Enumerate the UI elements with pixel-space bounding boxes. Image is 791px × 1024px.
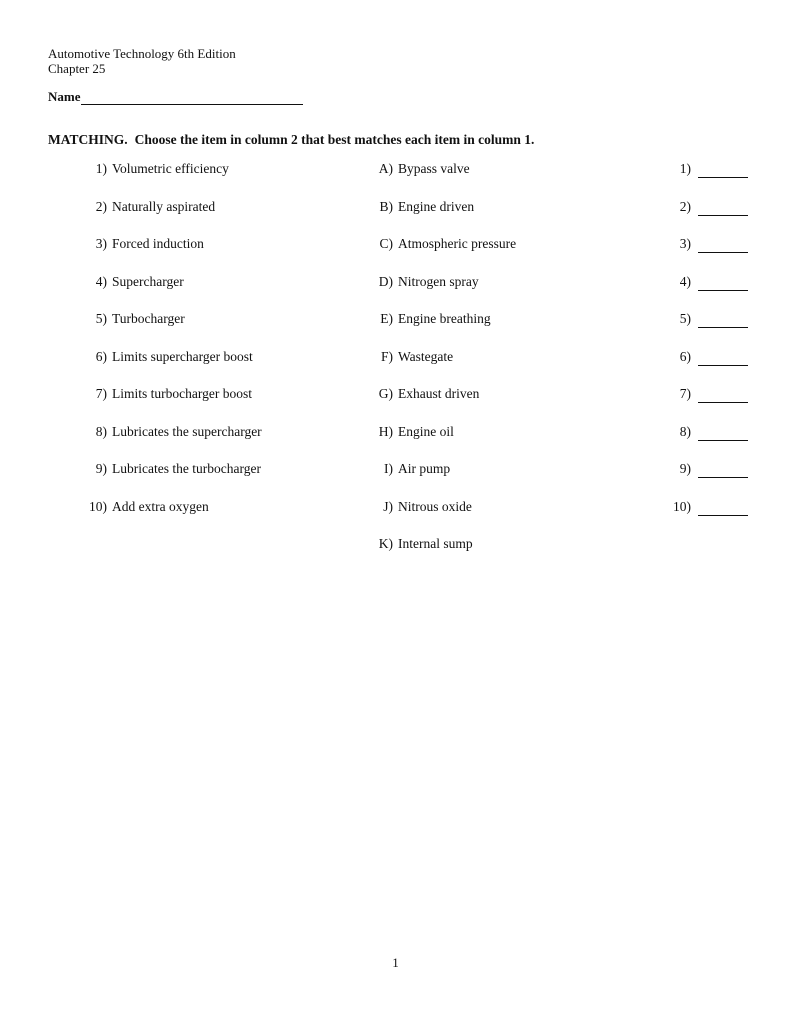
answer-blank[interactable] (698, 387, 748, 403)
item-term: Lubricates the turbocharger (112, 461, 261, 476)
answer-blank[interactable] (698, 425, 748, 441)
choice-letter: E) (380, 311, 393, 326)
answer-blank[interactable] (698, 162, 748, 178)
item-term: Lubricates the supercharger (112, 423, 262, 439)
choice-text: Engine breathing (398, 311, 491, 326)
name-blank[interactable] (81, 90, 303, 105)
book-title: Automotive Technology 6th Edition (48, 46, 236, 61)
answer-number: 4) (679, 273, 691, 289)
page-number: 1 (392, 955, 399, 970)
matching-row (0, 461, 791, 481)
answer-number: 1) (679, 161, 691, 176)
answer-blank[interactable] (698, 462, 748, 478)
choice-text: Nitrous oxide (398, 498, 472, 514)
answer-number: 6) (679, 348, 691, 364)
item-number: 9) (95, 461, 107, 476)
answer-number: 10) (673, 498, 691, 514)
item-term: Forced induction (112, 236, 204, 251)
choice-text: Wastegate (398, 348, 454, 364)
instructions-text: Choose the item in column 2 that best matches each item in column 1. (134, 132, 535, 147)
answer-blank[interactable] (698, 200, 748, 216)
choice-text: Bypass valve (398, 161, 470, 176)
item-number: 1) (95, 161, 107, 176)
choice-text: Engine oil (398, 423, 454, 439)
choice-letter: K) (378, 536, 393, 551)
item-term: Naturally aspirated (112, 198, 216, 214)
matching-row (0, 536, 791, 556)
choice-letter: C) (379, 236, 393, 251)
matching-row (0, 349, 791, 369)
answer-number: 3) (679, 236, 691, 251)
matching-row (0, 499, 791, 519)
answer-number: 7) (679, 386, 691, 401)
item-number: 3) (95, 236, 107, 251)
choice-text: Air pump (398, 461, 451, 476)
matching-row (0, 311, 791, 331)
item-term: Supercharger (112, 273, 184, 289)
section-label: MATCHING. (48, 132, 128, 147)
item-number: 2) (95, 198, 107, 214)
document-header (48, 47, 236, 76)
matching-row (0, 199, 791, 219)
item-term: Turbocharger (112, 311, 185, 326)
chapter-label: Chapter 25 (48, 60, 106, 76)
matching-row (0, 161, 791, 181)
matching-instructions (48, 132, 534, 148)
choice-letter: I) (384, 461, 393, 476)
choice-text: Exhaust driven (398, 386, 480, 401)
item-number: 6) (95, 348, 107, 364)
answer-number: 8) (679, 423, 691, 439)
item-term: Limits supercharger boost (112, 348, 253, 364)
answer-blank[interactable] (698, 275, 748, 291)
answer-blank[interactable] (698, 312, 748, 328)
answer-blank[interactable] (698, 350, 748, 366)
choice-letter: B) (379, 198, 393, 214)
item-number: 5) (95, 311, 107, 326)
choice-letter: H) (378, 423, 393, 439)
name-field (48, 89, 303, 105)
answer-blank[interactable] (698, 500, 748, 516)
choice-letter: G) (378, 386, 393, 401)
item-number: 7) (95, 386, 107, 401)
matching-row (0, 274, 791, 294)
item-number: 4) (95, 273, 107, 289)
choice-text: Nitrogen spray (398, 273, 479, 289)
choice-text: Atmospheric pressure (398, 236, 517, 251)
answer-number: 5) (679, 311, 691, 326)
name-label: Name (48, 89, 81, 104)
item-term: Add extra oxygen (112, 498, 209, 514)
choice-letter: A) (378, 161, 393, 176)
choice-letter: D) (378, 273, 393, 289)
choice-letter: F) (380, 348, 393, 364)
choice-letter: J) (383, 498, 393, 514)
matching-row (0, 386, 791, 406)
matching-row (0, 424, 791, 444)
answer-number: 9) (679, 461, 691, 476)
item-term: Limits turbocharger boost (112, 386, 252, 401)
answer-blank[interactable] (698, 237, 748, 253)
item-number: 10) (89, 498, 107, 514)
item-term: Volumetric efficiency (112, 161, 229, 176)
matching-row (0, 236, 791, 256)
choice-text: Engine driven (398, 198, 475, 214)
choice-text: Internal sump (398, 536, 473, 551)
answer-number: 2) (679, 198, 691, 214)
item-number: 8) (95, 423, 107, 439)
